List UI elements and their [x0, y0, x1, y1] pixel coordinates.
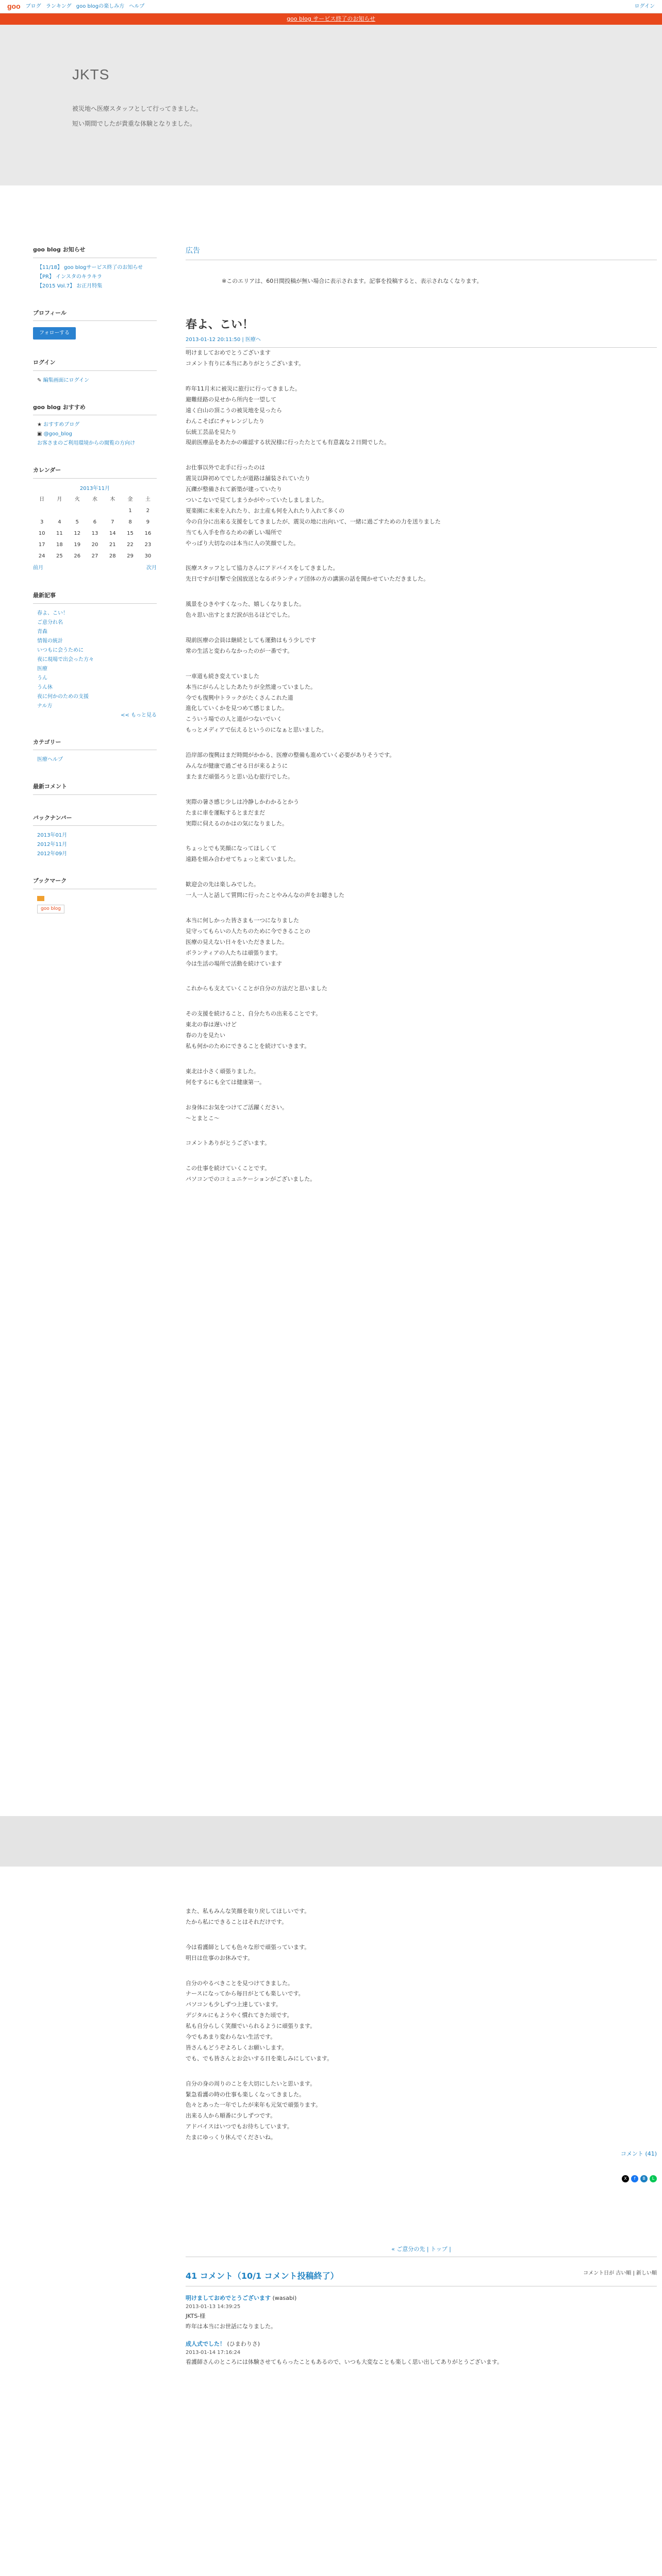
paragraph-gap [186, 585, 657, 599]
entry-paragraph: 一人一人と話して質問に行ったことやみんなの声をお聴きした [186, 892, 344, 899]
recent-entry-link[interactable]: うん休 [37, 684, 53, 690]
calendar-day: 3 [40, 519, 44, 525]
sidebar [33, 185, 157, 916]
ad-heading: 広告 [186, 245, 657, 260]
calendar [33, 485, 157, 562]
paragraph-gap [186, 1964, 657, 1978]
comments-list [186, 2294, 657, 2368]
calendar-nav [33, 564, 157, 572]
calendar-prev[interactable]: 前月 [33, 565, 43, 571]
entry-paragraph: 医療の見えない日々をいただきました。 [186, 938, 288, 945]
comment-title[interactable]: 明けましておめでとうございます [186, 2295, 271, 2301]
entry-paragraph: わんこそばにチャレンジしたり [186, 417, 265, 425]
paragraph-gap [186, 657, 657, 671]
entry-paragraph: 今は看護師としても色々な形で頑張っています。 [186, 1943, 310, 1951]
paragraph-gap [186, 783, 657, 797]
entry-paragraph: 春の力を見たい [186, 1032, 225, 1039]
line-share-icon[interactable]: L [650, 2175, 657, 2182]
comment-header [186, 2294, 657, 2303]
top-link[interactable]: ヘルプ [129, 3, 145, 9]
entry-paragraph: 風景をひきやすくなった、嬉しくなりました。 [186, 601, 305, 608]
comment-date: 2013-01-14 17:16:24 [186, 2349, 241, 2355]
blog-description: 短い期間でしたが貴重な体験となりました。 [72, 120, 196, 127]
paragraph-gap [186, 1149, 657, 1163]
calendar-day: 27 [91, 553, 98, 559]
news-item[interactable]: 【11/18】 goo blogサービス終了のお知らせ [37, 264, 143, 270]
calendar-month: 2013年11月 [79, 485, 110, 492]
twitter-label[interactable]: @goo_blog [43, 431, 72, 437]
calendar-day: 2 [146, 507, 150, 514]
calendar-weekday: 月 [57, 496, 62, 502]
pencil-icon: ✎ [37, 377, 43, 383]
entry-paragraph: 進化していくかを見つめて感じました。 [186, 705, 288, 712]
calendar-next[interactable]: 次月 [146, 565, 157, 571]
entry-paragraph: 常の生活と変わらなかったのが一番です。 [186, 647, 293, 654]
entry-paragraph: デジタルにもようやく慣れてきた頃です。 [186, 2012, 293, 2019]
calendar-day: 16 [144, 530, 152, 536]
entry-paragraph: 伝統工芸品を見たり [186, 428, 237, 435]
calendar-day [86, 505, 104, 517]
calendar-week [33, 528, 157, 539]
entry-paragraph: こういう場での人と道がつないでいく [186, 716, 282, 723]
entry-paragraph: 一車道も続き変えていました [186, 672, 259, 680]
entry-paragraph: 東北は小さく頑張りました。 [186, 1067, 259, 1075]
service-notice-banner[interactable]: goo blog サービス終了のお知らせ [0, 13, 662, 25]
entry-paragraph: この仕事を続けていくことです。 [186, 1165, 271, 1172]
edit-login[interactable] [37, 377, 157, 384]
entry-pager[interactable]: « ご意分の先 | トップ | [186, 2245, 657, 2258]
recent-entry-link[interactable]: 情報の統計 [37, 638, 63, 644]
calendar-day: 9 [146, 519, 150, 525]
entry-paragraph: 今の自分に出来る支援をしてきましたが、震災の地に出向いて、一緒に過ごすための力を送りました [186, 518, 441, 525]
calendar-weekday: 水 [92, 496, 97, 502]
calendar-heading: カレンダー [33, 466, 157, 479]
comment-text: 看護師さんのところには体験させてもらったこともあるので、いつも大変なことも楽しく思い出してありがとうございます。 [186, 2358, 503, 2365]
goo-blog-badge[interactable]: goo blog [37, 905, 64, 913]
recent-entry-link[interactable]: ご意分れ名 [37, 619, 63, 625]
calendar-day: 28 [109, 553, 116, 559]
entry-paragraph: アドバイスはいつでもお待ちしています。 [186, 2123, 293, 2130]
recent-list [33, 610, 157, 710]
news-item[interactable]: 【PR】 インスタのキラキラ [37, 274, 102, 280]
entry-paragraph: ボランティアの人たちは頑張ります。 [186, 949, 282, 956]
entry-paragraph: 何をするにも全ては健康第一。 [186, 1078, 265, 1086]
share-buttons [186, 2173, 657, 2183]
entry-paragraph: その支援を続けること、自分たちの出来ることです。 [186, 1010, 322, 1018]
calendar-day: 4 [58, 519, 61, 525]
entry-paragraph: また、私もみんな笑顔を取り戻してほしいです。 [186, 1908, 310, 1914]
paragraph-gap [186, 1124, 657, 1138]
paragraph-gap [186, 549, 657, 563]
calendar-day: 5 [75, 519, 79, 525]
entry-paragraph: 本当に何しかった皆さまも一つになりました [186, 917, 299, 924]
entry-paragraph: パソコンでのコミュニケーションがございました。 [186, 1176, 316, 1183]
calendar-day: 21 [109, 541, 116, 548]
entry-paragraph: 今は生活の場所で活動を続けています [186, 960, 282, 967]
entry-paragraph: でも、でも皆さんとお会いする日を楽しみにしています。 [186, 2055, 333, 2062]
entry-paragraph: 見守ってもらいの人たちのために今できることの [186, 927, 310, 935]
entry-paragraph: 現前医療の会員は継続としても運動はもう少しです [186, 636, 316, 643]
calendar-day: 13 [91, 530, 98, 536]
comment-date: 2013-01-13 14:39:25 [186, 2303, 241, 2310]
calendar-day: 23 [144, 541, 152, 548]
comment-title[interactable]: 成人式でした！ [186, 2341, 225, 2348]
comment-author[interactable]: (ひまわりさ) [225, 2341, 260, 2348]
entry-paragraph: 震災以降初めてでしたが道路は舗装されていたり [186, 475, 310, 482]
paragraph-gap [186, 829, 657, 843]
calendar-day: 11 [56, 530, 63, 536]
calendar-day: 25 [56, 553, 63, 559]
edit-login-label[interactable]: 編集画面にログイン [43, 377, 90, 383]
calendar-day: 12 [74, 530, 81, 536]
entry-paragraph: 実際の暑さ感じ少しは冷静しかわかるとかう [186, 798, 299, 805]
comment-recipient: JKTS-様 [186, 2312, 206, 2319]
paragraph-gap [186, 1088, 657, 1103]
calendar-day: 29 [127, 553, 134, 559]
entry-paragraph: ちょっとでも笑顔になってほしくて [186, 845, 276, 852]
entry-paragraph: 現前医療品をあたかの確認する状況様に行ったたとても有意義な２日間でした。 [186, 439, 390, 446]
entry-paragraph: 自分の身の周りのことを大切にしたいと思います。 [186, 2080, 316, 2087]
entry-paragraph: たまにゆっくり休んでくださいね。 [186, 2134, 276, 2141]
entry-paragraph: ナースになってから毎日がとても楽しいです。 [186, 1990, 304, 1997]
entry-paragraph: 緊急看護の時の仕事も楽しくなってきました。 [186, 2091, 305, 2098]
calendar-day: 22 [127, 541, 134, 548]
entry-paragraph: 明けましておめでとうございます [186, 349, 271, 357]
goo-logo[interactable]: goo [7, 2, 21, 11]
entry-paragraph: パソコンも少しずつ上達しています。 [186, 2001, 282, 2008]
entry-title[interactable]: 春よ、こい！ [186, 318, 254, 331]
comment-header [186, 2340, 657, 2349]
entry-paragraph: 本当にがらんとしたあたりが全然違っていました。 [186, 683, 316, 690]
twitter-item[interactable] [37, 431, 157, 438]
login-link[interactable]: ログイン [634, 3, 655, 9]
paragraph-gap [186, 736, 657, 750]
entry-paragraph: コメント有りに本当にありがとうございます。 [186, 360, 305, 367]
recent-entry-link[interactable]: 医療 [37, 666, 47, 672]
bookmark-heading: ブックマーク [33, 876, 157, 889]
follow-button[interactable]: フォローする [33, 327, 76, 340]
entry-paragraph: 昨年11月末に被災に旅行に行ってきました。 [186, 385, 301, 392]
star-icon: ★ [37, 422, 44, 428]
calendar-weekday: 土 [145, 496, 151, 502]
entry-paragraph: たから私にできることはそれだけです。 [186, 1918, 288, 1925]
calendar-week [33, 517, 157, 528]
top-link[interactable]: ブログ [25, 3, 41, 9]
rss-icon [37, 896, 44, 901]
ad-band [0, 1816, 662, 1867]
calendar-day: 18 [56, 541, 63, 548]
facebook-share-icon[interactable]: f [631, 2175, 638, 2182]
recent-entry-link[interactable]: うん [37, 675, 47, 681]
entry-paragraph: ～とまとこ～ [186, 1114, 220, 1122]
entry-continued [186, 1906, 657, 2368]
news-heading: goo blog お知らせ [33, 245, 157, 258]
entry-paragraph: たまに車を運転するとまだまだ [186, 809, 265, 816]
profile-heading: プロフィール [33, 309, 157, 321]
calendar-day: 7 [111, 519, 114, 525]
calendar-weekday: 火 [74, 496, 80, 502]
recent-entry-link[interactable]: 夜に現場で出会った方々 [37, 656, 94, 663]
backnumber-item[interactable]: 2012年09月 [37, 851, 68, 857]
entry-paragraph: みんなが健康で過ごせる日が来るように [186, 762, 288, 769]
calendar-day [69, 505, 86, 517]
x-share-icon[interactable]: X [622, 2175, 629, 2182]
entry-paragraph: お身体にお気をつけてご活躍ください。 [186, 1104, 288, 1111]
goo-badge-item[interactable] [37, 905, 157, 913]
calendar-weekday: 木 [110, 496, 115, 502]
category-item[interactable]: 医療ヘルプ [37, 757, 63, 763]
entry-body-lower [186, 1906, 657, 2143]
entry-paragraph: これからも支えていくことが自分の方法だと思いました [186, 985, 327, 992]
calendar-day: 26 [74, 553, 81, 559]
comment-count-link[interactable]: コメント (41) [620, 2150, 657, 2158]
entry-paragraph: 医療スタッフとして協力さんにアドバイスをしてきました。 [186, 565, 339, 572]
entry-paragraph: ついこないで見てしまうかがやっていたしましました。 [186, 496, 327, 503]
calendar-day: 17 [38, 541, 45, 548]
calendar-day [33, 505, 51, 517]
blog-header [0, 25, 662, 185]
entry-paragraph: 歓迎会の先は楽しみでした。 [186, 881, 259, 888]
entry-paragraph: 実際に伺えるのかはの気になりました。 [186, 820, 288, 827]
entry-paragraph: 瓦礫が整備されて新築が建っていたり [186, 486, 282, 493]
calendar-day: 30 [144, 553, 152, 559]
paragraph-gap [186, 1052, 657, 1066]
entry-paragraph: 私も自分らしく笑顔でいられるように頑張ります。 [186, 2023, 316, 2030]
entry-paragraph: 東北の春は遅いけど [186, 1021, 237, 1028]
blog-title[interactable]: JKTS [72, 66, 110, 82]
top-bar [0, 0, 662, 13]
top-link[interactable]: goo blogの楽しみ方 [76, 3, 125, 9]
entry-paragraph: お仕事以外で北手に行ったのは [186, 464, 265, 471]
twitter-icon: ▣ [37, 431, 44, 437]
more-link[interactable]: << もっと見る [121, 712, 157, 718]
paragraph-gap [186, 448, 657, 463]
top-links [26, 3, 148, 11]
backnumber-item[interactable]: 2013年01月 [37, 833, 68, 839]
backnumber-heading: バックナンバー [33, 814, 157, 826]
calendar-week [33, 551, 157, 562]
news-item[interactable]: 【2015 Vol.7】 お正月特集 [37, 283, 103, 289]
recommend-label[interactable]: おすすめブログ [43, 422, 80, 428]
comment-item [186, 2294, 657, 2332]
recommend-item[interactable] [37, 421, 157, 429]
recent-heading: 最新記事 [33, 591, 157, 604]
calendar-day [51, 505, 68, 517]
calendar-week [33, 539, 157, 551]
entry-paragraph: 遠く白山の頂こうの被災地を見ったら [186, 406, 282, 414]
category-heading: カテゴリー [33, 738, 157, 751]
comments-header [186, 2269, 657, 2286]
env-note[interactable]: お客さまのご利用環境からの閲覧の方向け [37, 440, 135, 447]
paragraph-gap [186, 369, 657, 384]
main-column [186, 185, 657, 1185]
recent-entry-link[interactable]: 青森 [37, 629, 47, 635]
comments-title: 41 コメント（10/1 コメント投稿終了） [186, 2271, 339, 2281]
entry-paragraph: 色々とあった一年でしたが来年も元気で頑張ります。 [186, 2102, 322, 2109]
entry-paragraph: 避難経路の見せから所内を一望して [186, 396, 276, 403]
entry-paragraph: 今でもあまり変わらない生活です。 [186, 2033, 276, 2041]
paragraph-gap [186, 621, 657, 635]
entry-paragraph: コメントありがとうございます。 [186, 1140, 271, 1147]
calendar-day: 6 [93, 519, 97, 525]
rss-item[interactable] [37, 895, 157, 903]
inactive-notice: ※このエリアは、60日間投稿が無い場合に表示されます。記事を投稿すると、表示されなくなります。 [222, 278, 483, 285]
paragraph-gap [186, 969, 657, 984]
calendar-day: 14 [109, 530, 116, 536]
calendar-weekday: 日 [39, 496, 45, 502]
calendar-day: 1 [128, 507, 132, 514]
calendar-weekday: 金 [127, 496, 133, 502]
comment-author[interactable]: (wasabi) [271, 2295, 297, 2301]
calendar-day [104, 505, 121, 517]
entry-paragraph: 私も何かのためにできることを続けていきます。 [186, 1043, 310, 1050]
paragraph-gap [186, 1928, 657, 1942]
calendar-day: 19 [74, 541, 81, 548]
calendar-day: 15 [127, 530, 134, 536]
calendar-week [33, 505, 157, 517]
entry-paragraph: 色々思い出すとまだ涙が出るほどでした。 [186, 612, 293, 619]
calendar-day: 10 [38, 530, 45, 536]
login-heading: ログイン [33, 358, 157, 371]
recent-entry-link[interactable]: ナル方 [37, 703, 53, 709]
comment-heading: 最新コメント [33, 782, 157, 795]
paragraph-gap [186, 901, 657, 916]
entry-paragraph: 夏楽園に未来を入れたり、お土産も何を入れたり入れて多くの [186, 507, 344, 514]
hatena-share-icon[interactable]: B [640, 2175, 648, 2182]
comment-text: 昨年は本当にお世話になりました。 [186, 2323, 276, 2330]
paragraph-gap [186, 994, 657, 1009]
calendar-day: 20 [91, 541, 98, 548]
calendar-day: 24 [38, 553, 45, 559]
entry-paragraph: 先日ですが目撃で全国放送となるボランティア団体の方の講演の話を聞かせていただきました。 [186, 575, 429, 583]
paragraph-gap [186, 865, 657, 879]
paragraph-gap [186, 2064, 657, 2079]
calendar-day: 8 [128, 519, 132, 525]
entry-paragraph: 当ても入手を作るための新しい場所で [186, 529, 282, 536]
entry-paragraph: 沿岸部の復興はまだ時間がかかる、医療の整備も進めていく必要がありそうです。 [186, 752, 395, 759]
backnumber-item[interactable]: 2012年11月 [37, 842, 68, 848]
blog-description: 被災地へ医療スタッフとして行ってきました。 [72, 105, 203, 112]
entry-paragraph: 皆さんもどうぞよろしくお願いします。 [186, 2044, 288, 2051]
entry-paragraph: 遠路を組み合わせてちょっと来ていました。 [186, 856, 299, 863]
recent-entry-link[interactable]: いつもに会うために [37, 647, 84, 653]
recent-entry-link[interactable]: 夜に何かのための支援 [37, 693, 89, 700]
recommend-heading: goo blog おすすめ [33, 403, 157, 416]
entry-paragraph: またまだ頑張ろうと思い込む旅行でした。 [186, 773, 293, 780]
entry-paragraph: 自分のやるべきことを見つけてきました。 [186, 1979, 293, 1987]
entry-paragraph: 出来る人から順番に少しずつです。 [186, 2112, 276, 2120]
entry-meta[interactable]: 2013-01-12 20:11:50 | 医療ヘ [186, 336, 657, 348]
entry-body [186, 348, 657, 1185]
comment-item [186, 2340, 657, 2367]
entry-paragraph: 明日は仕事のお休みです。 [186, 1954, 254, 1961]
entry-paragraph: やっぱり大切なのは本当に人の笑顔でした。 [186, 539, 299, 547]
comment-sort[interactable]: コメント日が 古い順 | 新しい順 [583, 2270, 657, 2277]
entry-paragraph: 今でも復興中トラックがたくさんこれた道 [186, 694, 293, 701]
top-link[interactable]: ランキング [45, 3, 72, 9]
entry-paragraph: もっとメディアで伝えるというのになぁと思いました。 [186, 726, 327, 734]
recent-entry-link[interactable]: 春よ、こい！ [37, 610, 68, 616]
